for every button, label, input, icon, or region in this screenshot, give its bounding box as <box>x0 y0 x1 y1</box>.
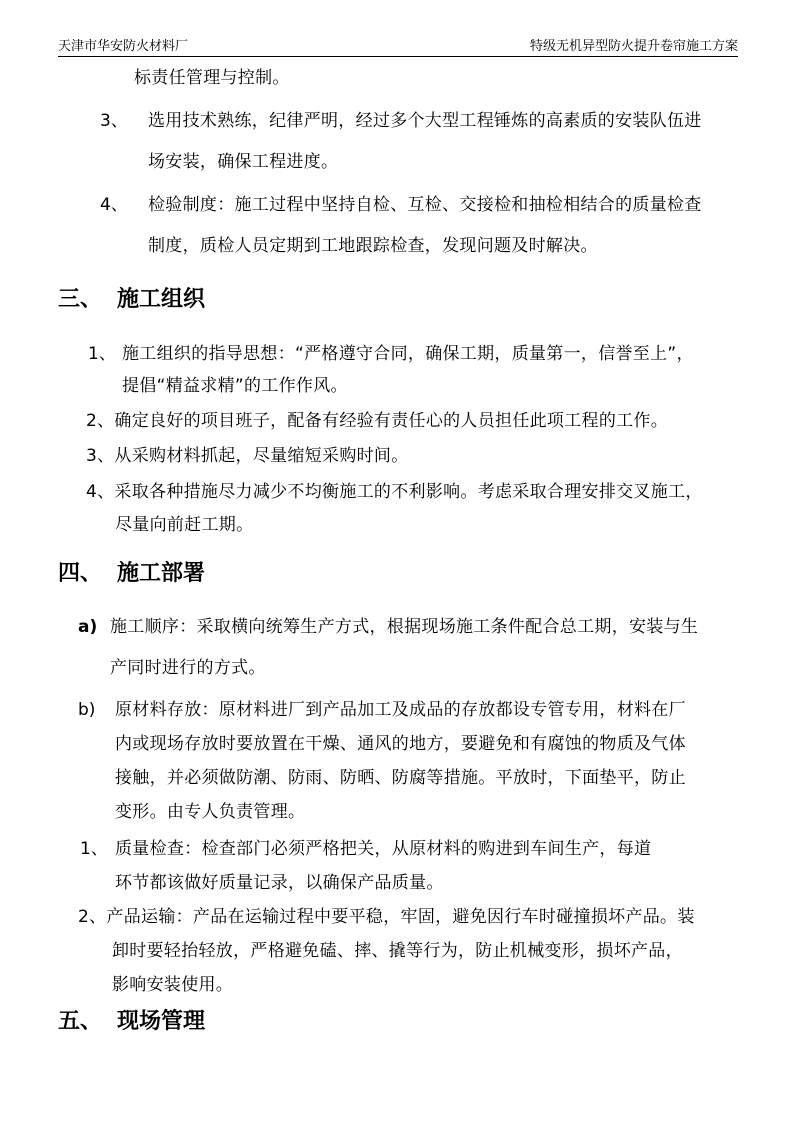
section-title: 施工组织 <box>117 286 206 312</box>
list-number: 1、 <box>80 839 108 859</box>
paragraph-line: 2、确定良好的项目班子，配备有经验有责任心的人员担任此项工程的工作。 <box>86 411 669 431</box>
paragraph-line: 施工顺序：采取横向统筹生产方式，根据现场施工条件配合总工期，安装与生 <box>110 617 699 637</box>
paragraph-line: 产同时进行的方式。 <box>110 658 266 678</box>
paragraph-line: 选用技术熟练，纪律严明，经过多个大型工程锤炼的高素质的安装队伍进 <box>148 111 702 131</box>
section-number: 五、 <box>58 1008 103 1034</box>
paragraph-line: 施工组织的指导思想：“严格遵守合同，确保工期，质量第一，信誉至上”， <box>122 344 694 364</box>
paragraph-line: 制度，质检人员定期到工地跟踪检查，发现问题及时解决。 <box>148 236 598 256</box>
paragraph-line: 3、从采购材料抓起，尽量缩短采购时间。 <box>86 446 409 466</box>
list-marker: a) <box>78 617 98 637</box>
paragraph-line: 原材料存放：原材料进厂到产品加工及成品的存放都设专管专用，材料在厂 <box>115 700 686 720</box>
section-number: 四、 <box>58 560 103 586</box>
paragraph-line: 接触，并必须做防潮、防雨、防晒、防腐等措施。平放时，下面垫平，防止 <box>115 768 686 788</box>
paragraph-line: 环节都该做好质量记录，以确保产品质量。 <box>115 873 444 893</box>
list-number: 1、 <box>88 344 116 364</box>
header-company: 天津市华安防火材料厂 <box>58 39 189 54</box>
section-title: 施工部署 <box>117 560 206 586</box>
paragraph-line: 4、采取各种措施尽力减少不均衡施工的不利影响。考虑采取合理安排交叉施工， <box>86 482 703 502</box>
paragraph-line: 卸时要轻抬轻放，严格避免磕、摔、撬等行为，防止机械变形，损坏产品， <box>112 941 683 961</box>
paragraph-line: 2、产品运输：产品在运输过程中要平稳，牢固，避免因行车时碰撞损坏产品。装 <box>78 907 695 927</box>
list-number: 3、 <box>100 111 128 131</box>
section-title: 现场管理 <box>117 1008 206 1034</box>
list-marker: b) <box>78 700 96 720</box>
section-number: 三、 <box>58 286 103 312</box>
paragraph-line: 标责任管理与控制。 <box>134 68 290 88</box>
paragraph-line: 提倡“精益求精”的工作作风。 <box>122 376 348 396</box>
paragraph-line: 尽量向前赶工期。 <box>115 515 254 535</box>
header-doc-title: 特级无机异型防火提升卷帘施工方案 <box>529 39 738 54</box>
paragraph-line: 检验制度：施工过程中坚持自检、互检、交接检和抽检相结合的质量检查 <box>148 195 702 215</box>
paragraph-line: 质量检查：检查部门必须严格把关，从原材料的购进到车间生产，每道 <box>115 839 652 859</box>
paragraph-line: 影响安装使用。 <box>112 975 234 995</box>
page-header <box>58 38 738 57</box>
paragraph-line: 变形。由专人负责管理。 <box>115 802 306 822</box>
paragraph-line: 场安装，确保工程进度。 <box>148 152 339 172</box>
list-number: 4、 <box>100 195 128 215</box>
paragraph-line: 内或现场存放时要放置在干燥、通风的地方，要避免和有腐蚀的物质及气体 <box>115 734 686 754</box>
